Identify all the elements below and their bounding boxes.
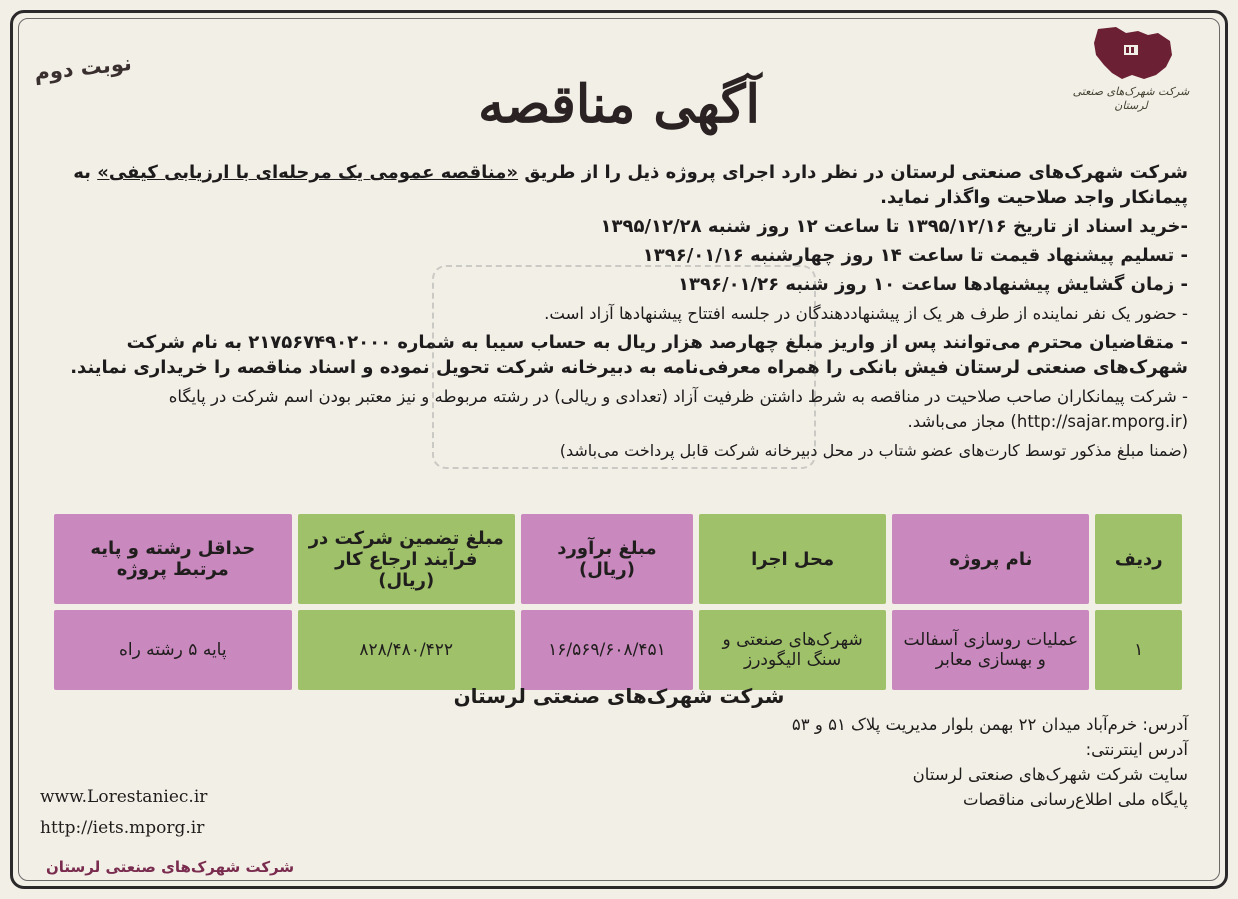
- bottom-brand: شرکت شهرک‌های صنعتی لرستان: [46, 858, 295, 876]
- company-name-footer: شرکت شهرک‌های صنعتی لرستان: [453, 684, 785, 708]
- site-label: سایت شرکت شهرک‌های صنعتی لرستان: [912, 765, 1188, 784]
- table-header-cell: محل اجرا: [699, 514, 886, 604]
- table-header-cell: مبلغ برآورد (ریال): [521, 514, 693, 604]
- intro-part1: شرکت شهرک‌های صنعتی لرستان در نظر دارد اجرای پروژه ذیل را از طریق: [524, 162, 1188, 183]
- table-cell: ۱۶/۵۶۹/۶۰۸/۴۵۱: [521, 610, 693, 690]
- logo-caption: شرکت شهرک‌های صنعتی لرستان: [1072, 85, 1190, 112]
- tender-table: [48, 508, 1188, 696]
- round-label: نوبت دوم: [33, 50, 133, 86]
- notice-body: [30, 160, 1188, 467]
- portal-label: پایگاه ملی اطلاع‌رسانی مناقصات: [963, 790, 1188, 809]
- site-url-link[interactable]: www.Lorestaniec.ir: [40, 787, 208, 807]
- address-block: [548, 712, 1188, 812]
- intro-part2: به پیمانکار واجد صلاحیت واگذار نماید.: [73, 162, 1188, 208]
- purchase-line: -خرید اسناد از تاریخ ۱۳۹۵/۱۲/۱۶ تا ساعت ۱۲ روز شنبه ۱۳۹۵/۱۲/۲۸: [600, 216, 1188, 237]
- table-header-row: [54, 514, 1182, 604]
- iran-map-logo-icon: [1086, 25, 1176, 83]
- table-header-cell: ردیف: [1095, 514, 1182, 604]
- table-header-cell: مبلغ تضمین شرکت در فرآیند ارجاع کار (ریال): [298, 514, 515, 604]
- table-header-cell: حداقل رشته و پایه مرتبط پروژه: [54, 514, 292, 604]
- company-logo: [1068, 25, 1198, 135]
- table-row: [54, 610, 1182, 690]
- submit-line: - تسلیم پیشنهاد قیمت تا ساعت ۱۴ روز چهارشنبه ۱۳۹۶/۰۱/۱۶: [642, 245, 1188, 266]
- table-cell: ۸۲۸/۴۸۰/۴۲۲: [298, 610, 515, 690]
- eligibility-line: - شرکت پیمانکاران صاحب صلاحیت در مناقصه به شرط داشتن ظرفیت آزاد (تعدادی و ریالی) در رشته مربوطه و نیز معتبر بودن اسم شرکت در پایگاه (http://sajar.mporg.ir) مجاز می‌باشد.: [168, 387, 1188, 431]
- table-cell: شهرک‌های صنعتی و سنگ الیگودرز: [699, 610, 886, 690]
- table-cell: ۱: [1095, 610, 1182, 690]
- address-line: آدرس: خرم‌آباد میدان ۲۲ بهمن بلوار مدیریت پلاک ۵۱ و ۵۳: [791, 715, 1188, 734]
- intro-paragraph: [30, 160, 1188, 210]
- table-cell: پایه ۵ رشته راه: [54, 610, 292, 690]
- table-cell: عملیات روسازی آسفالت و بهسازی معابر: [892, 610, 1089, 690]
- intro-highlight: «مناقصه عمومی یک مرحله‌ای با ارزیابی کیفی»: [97, 162, 519, 183]
- payment-line: - متقاضیان محترم می‌توانند پس از واریز مبلغ چهارصد هزار ریال به حساب سیبا به شماره ۲۱۷۵۶۷۴۹۰۲۰۰۰ به نام شرکت شهرک‌های صنعتی لرستان فیش بانکی را همراه معرفی‌نامه به دبیرخانه شرکت تحویل نموده و اسناد مناقصه را خریداری نمایند.: [70, 332, 1188, 378]
- table-header-cell: نام پروژه: [892, 514, 1089, 604]
- attendance-line: - حضور یک نفر نماینده از طرف هر یک از پیشنهاددهندگان در جلسه افتتاح پیشنهادها آزاد است.: [544, 304, 1188, 323]
- url-list: [40, 782, 207, 844]
- payment-note: (ضمنا مبلغ مذکور توسط کارت‌های عضو شتاب در محل دبیرخانه شرکت قابل پرداخت می‌باشد): [559, 441, 1188, 460]
- portal-url-link[interactable]: http://iets.mporg.ir: [40, 818, 205, 838]
- internet-address-label: آدرس اینترنتی:: [1085, 740, 1188, 759]
- page-title: آگهی مناقصه: [478, 74, 760, 135]
- opening-line: - زمان گشایش پیشنهادها ساعت ۱۰ روز شنبه ۱۳۹۶/۰۱/۲۶: [678, 274, 1188, 295]
